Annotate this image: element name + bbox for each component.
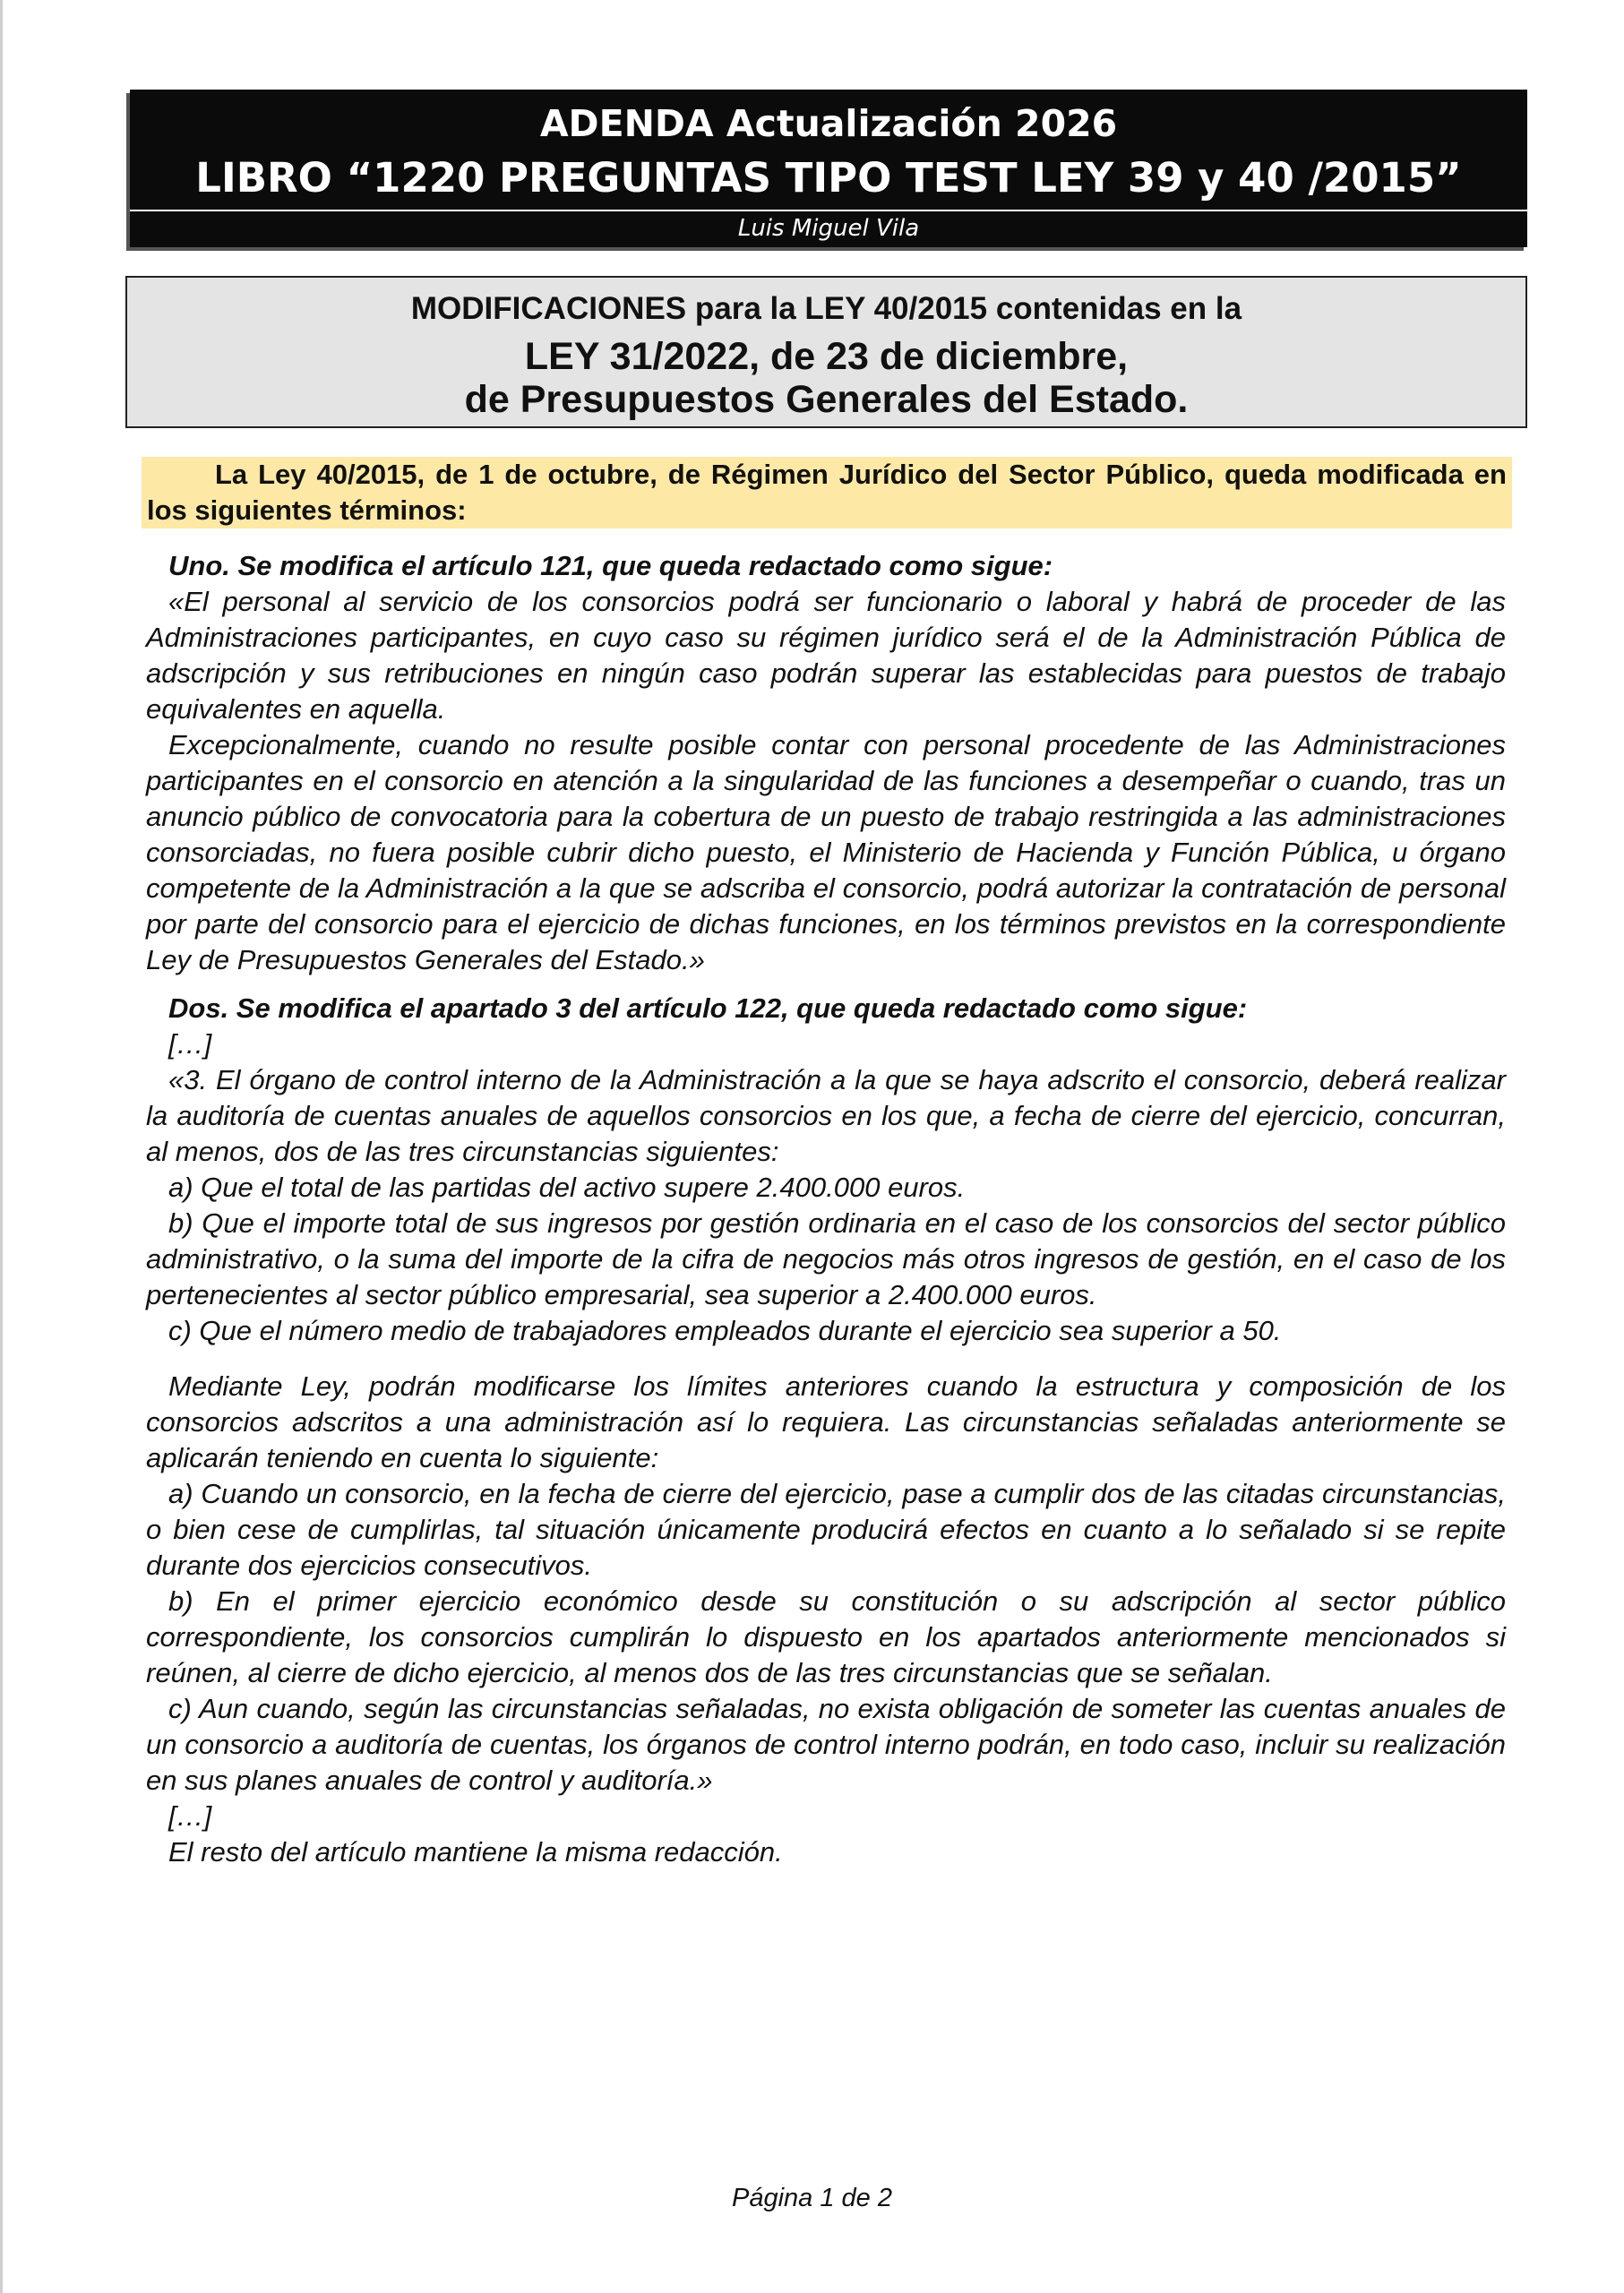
document-header — [130, 90, 1527, 247]
spacer — [146, 978, 1506, 991]
header-book-title: LIBRO “1220 PREGUNTAS TIPO TEST LEY 39 y 40 /2015” — [195, 154, 1462, 202]
ellipsis: […] — [168, 1800, 212, 1832]
closing-line: El resto del artículo mantiene la misma redacción. — [168, 1836, 783, 1868]
list-item-a2: a) Cuando un consorcio, en la fecha de cierre del ejercicio, pase a cumplir dos de las citadas circunstancias, o bien cese de cumplirlas, tal situación únicamente producirá efectos en cuanto a lo señalado si se repite durante dos ejercicios consecutivos. — [146, 1478, 1506, 1581]
section-uno-paragraph-2: Excepcionalmente, cuando no resulte posible contar con personal procedente de las Administraciones participantes en el consorcio en atención a la singularidad de las funciones a desempeñar o cuando, tras un anuncio público de convocatoria para la cobertura de un puesto de trabajo restringida a las administraciones consorciadas, no fuera posible cubrir dicho puesto, el Ministerio de Hacienda y Función Pública, u órgano competente de la Administración a la que se adscriba el consorcio, podrá autorizar la contratación de personal por parte del consorcio para el ejercicio de dichas funciones, en los términos previstos en la correspondiente Ley de Presupuestos Generales del Estado.» — [146, 729, 1506, 975]
document-body — [146, 548, 1506, 1870]
section-uno-paragraph-1: «El personal al servicio de los consorcios podrá ser funcionario o laboral y habrá de proceder de las Administraciones participantes, en cuyo caso su régimen jurídico será el de la Administración Pública de adscripción y sus retribuciones en ningún caso podrán superar las establecidas para puestos de trabajo equivalentes en aquella. — [146, 586, 1506, 725]
ellipsis: […] — [168, 1028, 212, 1060]
list-item-c: c) Que el número medio de trabajadores empleados durante el ejercicio sea superior a 50. — [168, 1315, 1282, 1346]
list-item-b: b) Que el importe total de sus ingresos por gestión ordinaria en el caso de los consorcios del sector público administrativo, o la suma del importe de la cifra de negocios más otros ingresos de gestión, en el caso de los pertenecientes al sector público empresarial, sea superior a 2.400.000 euros. — [146, 1207, 1506, 1310]
list-item-a: a) Que el total de las partidas del activo supere 2.400.000 euros. — [168, 1172, 966, 1203]
modifications-law-name: de Presupuestos Generales del Estado. — [464, 378, 1189, 421]
section-uno-heading: Uno. Se modifica el artículo 121, que queda redactado como sigue: — [168, 550, 1053, 581]
intro-paragraph: La Ley 40/2015, de 1 de octubre, de Régimen Jurídico del Sector Público, queda modificada en los siguientes términos: — [142, 457, 1512, 528]
header-title: ADENDA Actualización 2026 — [539, 102, 1118, 145]
spacer — [146, 1349, 1506, 1369]
modifications-subtitle: MODIFICACIONES para la LEY 40/2015 contenidas en la — [410, 291, 1242, 326]
modifications-law: LEY 31/2022, de 23 de diciembre, — [524, 335, 1129, 378]
section-dos-paragraph-1: «3. El órgano de control interno de la Administración a la que se haya adscrito el consorcio, deberá realizar la auditoría de cuentas anuales de aquellos consorcios en los que, a fecha de cierre del ejercicio, concurran, al menos, dos de las tres circunstancias siguientes: — [146, 1064, 1506, 1167]
page-number: Página 1 de 2 — [732, 2184, 892, 2212]
modifications-box — [125, 276, 1527, 428]
header-author: Luis Miguel Vila — [737, 215, 920, 242]
page-edge — [0, 0, 3, 2293]
section-dos-paragraph-2: Mediante Ley, podrán modificarse los límites anteriores cuando la estructura y composición de los consorcios adscritos a una administración así lo requiera. Las circunstancias señaladas anteriormente se aplicarán teniendo en cuenta lo siguiente: — [146, 1370, 1506, 1473]
list-item-b2: b) En el primer ejercicio económico desde su constitución o su adscripción al sector público correspondiente, los consorcios cumplirán lo dispuesto en los apartados anteriormente mencionados si reúnen, al cierre de dicho ejercicio, al menos dos de las tres circunstancias que se señalan. — [146, 1585, 1506, 1688]
header-divider — [130, 210, 1527, 211]
list-item-c2: c) Aun cuando, según las circunstancias señaladas, no exista obligación de someter las cuentas anuales de un consorcio a auditoría de cuentas, los órganos de control interno podrán, en todo caso, incluir su realización en sus planes anuales de control y auditoría.» — [146, 1693, 1506, 1796]
section-dos-heading: Dos. Se modifica el apartado 3 del artículo 122, que queda redactado como sigue: — [168, 992, 1248, 1024]
